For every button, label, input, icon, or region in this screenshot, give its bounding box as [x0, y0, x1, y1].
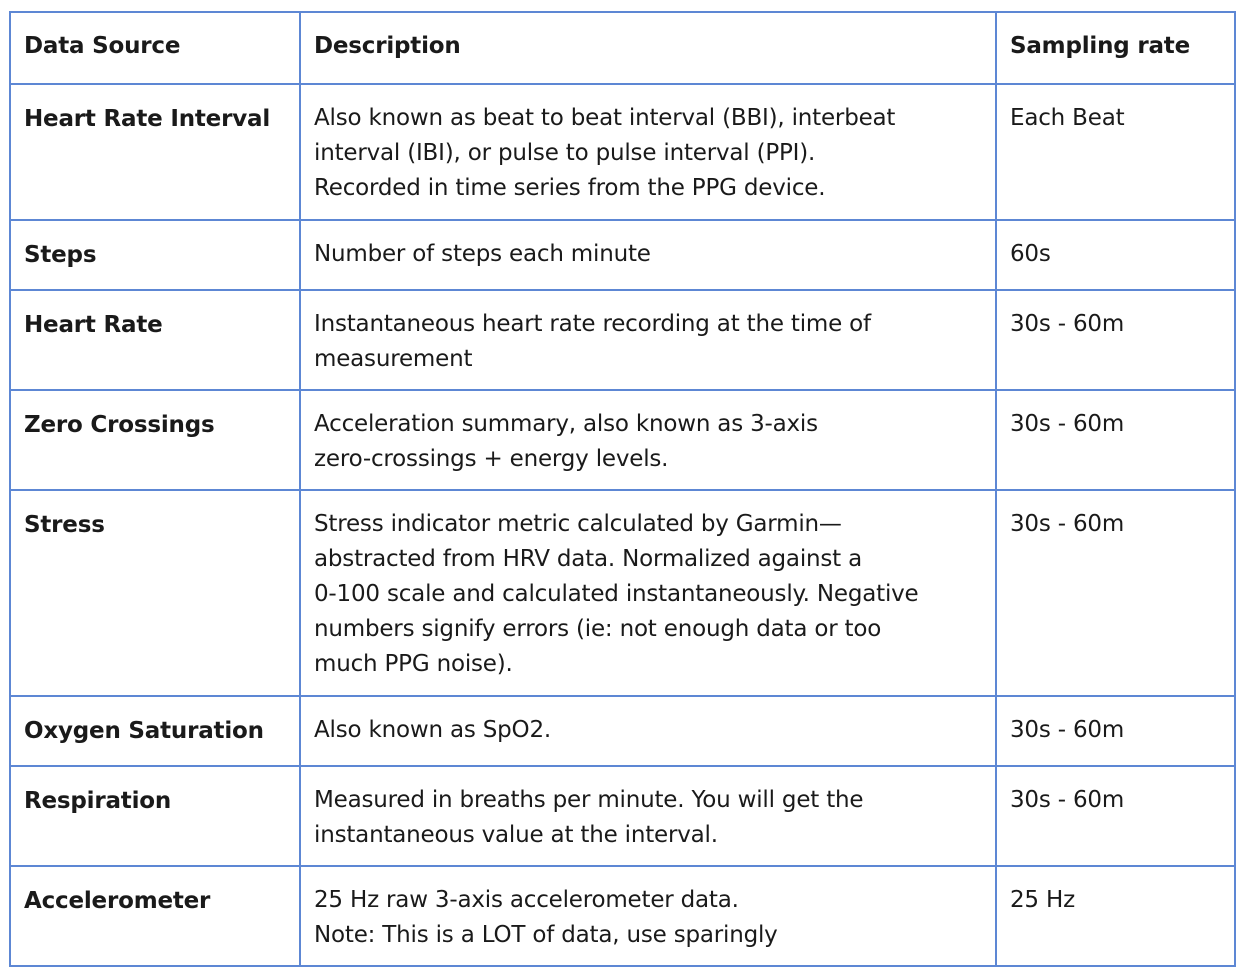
description-line: Measured in breaths per minute. You will get the	[314, 787, 864, 813]
table-row	[10, 696, 1235, 766]
description-line: Recorded in time series from the PPG device.	[314, 175, 826, 201]
row-sampling-rate: Each Beat	[996, 84, 1235, 220]
table-row	[10, 220, 1235, 290]
row-data-source: Respiration	[10, 766, 300, 866]
description-line: Also known as SpO2.	[314, 717, 551, 743]
row-data-source: Steps	[10, 220, 300, 290]
row-sampling-rate: 30s - 60m	[996, 290, 1235, 390]
description-line: 25 Hz raw 3-axis accelerometer data.	[314, 887, 739, 913]
row-data-source: Zero Crossings	[10, 390, 300, 490]
row-description	[300, 696, 996, 766]
data-sources-table	[9, 11, 1236, 967]
description-line: measurement	[314, 346, 473, 372]
table-row	[10, 390, 1235, 490]
row-sampling-rate: 30s - 60m	[996, 490, 1235, 696]
header-description: Description	[300, 12, 996, 84]
table-row	[10, 766, 1235, 866]
header-row	[10, 12, 1235, 84]
description-line: Also known as beat to beat interval (BBI), interbeat	[314, 105, 896, 131]
row-description	[300, 490, 996, 696]
description-line: Number of steps each minute	[314, 241, 651, 267]
row-description	[300, 220, 996, 290]
description-line: instantaneous value at the interval.	[314, 822, 718, 848]
row-sampling-rate: 30s - 60m	[996, 390, 1235, 490]
description-line: zero-crossings + energy levels.	[314, 446, 669, 472]
description-line: Stress indicator metric calculated by Garmin—	[314, 511, 842, 537]
description-line: Note: This is a LOT of data, use sparingly	[314, 922, 778, 948]
description-line: abstracted from HRV data. Normalized against a	[314, 546, 862, 572]
row-description	[300, 84, 996, 220]
row-data-source: Oxygen Saturation	[10, 696, 300, 766]
row-data-source: Accelerometer	[10, 866, 300, 966]
header-data-source: Data Source	[10, 12, 300, 84]
row-sampling-rate: 30s - 60m	[996, 766, 1235, 866]
table-row	[10, 84, 1235, 220]
header-sampling-rate: Sampling rate	[996, 12, 1235, 84]
row-data-source: Heart Rate Interval	[10, 84, 300, 220]
row-data-source: Heart Rate	[10, 290, 300, 390]
description-line: Instantaneous heart rate recording at the time of	[314, 311, 871, 337]
table-row	[10, 866, 1235, 966]
row-description	[300, 766, 996, 866]
description-line: Acceleration summary, also known as 3-axis	[314, 411, 818, 437]
row-description	[300, 866, 996, 966]
table-row	[10, 490, 1235, 696]
table-row	[10, 290, 1235, 390]
description-line: 0-100 scale and calculated instantaneously. Negative	[314, 581, 919, 607]
row-description	[300, 290, 996, 390]
description-line: much PPG noise).	[314, 651, 513, 677]
row-sampling-rate: 60s	[996, 220, 1235, 290]
row-sampling-rate: 30s - 60m	[996, 696, 1235, 766]
row-description	[300, 390, 996, 490]
row-sampling-rate: 25 Hz	[996, 866, 1235, 966]
description-line: interval (IBI), or pulse to pulse interval (PPI).	[314, 140, 816, 166]
description-line: numbers signify errors (ie: not enough data or too	[314, 616, 882, 642]
row-data-source: Stress	[10, 490, 300, 696]
